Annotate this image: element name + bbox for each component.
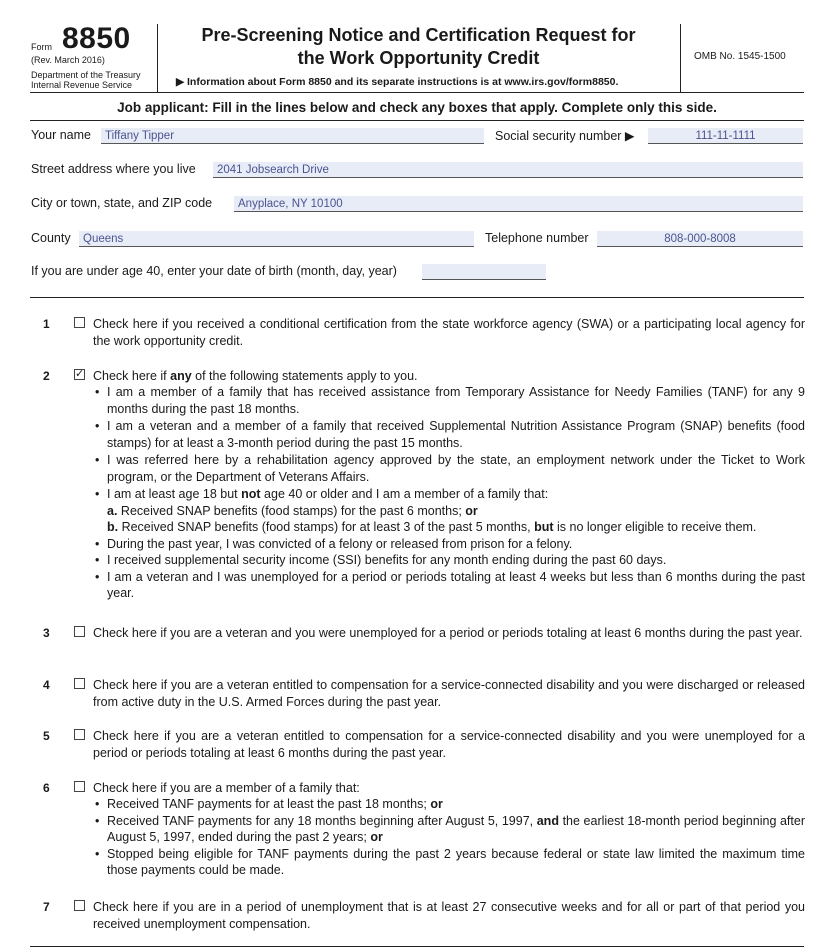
title-line-1: Pre-Screening Notice and Certification Request for <box>201 25 636 45</box>
instructions-rule <box>30 120 804 121</box>
header-bottom-rule <box>30 92 804 93</box>
item-2-list <box>93 384 805 602</box>
list-item: • I am at least age 18 but not age 40 or older and I am a member of a family that: a. Received SNAP benefits (food stamps) for the past 6 months; or b. Received SNAP benefits (food stamps) for at least 3 of the past 5 months, but is no longer eligible to receive them. <box>93 486 805 536</box>
item-6-list <box>93 796 805 879</box>
department-name: Department of the Treasury <box>31 70 141 80</box>
item-5-text: Check here if you are a veteran entitled to compensation for a service-connected disability and you were unemployed for a period or periods totaling at least 6 months during the past year. <box>93 729 805 760</box>
item-2-checkbox[interactable]: ✓ <box>75 368 85 380</box>
title-line-2: the Work Opportunity Credit <box>297 48 540 68</box>
omb-number: OMB No. 1545-1500 <box>694 51 786 62</box>
ssn-field[interactable]: 111-11-1111 <box>648 128 803 144</box>
header-divider-left <box>157 24 158 92</box>
name-label: Your name <box>31 128 91 142</box>
form-title <box>160 24 677 70</box>
item-number: 4 <box>43 678 50 692</box>
item-1-checkbox[interactable] <box>74 317 85 328</box>
city-label: City or town, state, and ZIP code <box>31 196 213 210</box>
street-label: Street address where you live <box>31 162 196 176</box>
item-6-checkbox[interactable] <box>74 781 85 792</box>
form-header <box>0 0 840 92</box>
item-number: 1 <box>43 317 50 331</box>
item-1-text: Check here if you received a conditional certification from the state workforce agency (SWA) or a participating local agency for the work opportunity credit. <box>93 317 805 348</box>
street-field[interactable]: 2041 Jobsearch Drive <box>213 162 803 178</box>
list-item: • I received supplemental security income (SSI) benefits for any month ending during the past 60 days. <box>93 552 805 569</box>
instructions: Job applicant: Fill in the lines below and check any boxes that apply. Complete only this side. <box>117 100 717 115</box>
form-word: Form <box>31 42 52 52</box>
list-item: • During the past year, I was convicted of a felony or released from prison for a felony. <box>93 536 805 553</box>
county-field[interactable]: Queens <box>79 231 474 247</box>
phone-label: Telephone number <box>485 231 589 245</box>
list-item: • I am a member of a family that has received assistance from Temporary Assistance for Needy Families (TANF) for any 9 months during the past 18 months. <box>93 384 805 417</box>
item-3-checkbox[interactable] <box>74 626 85 637</box>
sub-item-a: a. Received SNAP benefits (food stamps) for the past 6 months; or <box>107 503 478 518</box>
item-6-intro: Check here if you are a member of a family that: <box>93 781 360 795</box>
revision-date: (Rev. March 2016) <box>31 55 105 65</box>
dob-label: If you are under age 40, enter your date of birth (month, day, year) <box>31 264 397 278</box>
info-line: ▶ Information about Form 8850 and its separate instructions is at www.irs.gov/form8850. <box>176 76 619 88</box>
ssn-label: Social security number ▶ <box>495 129 635 143</box>
item-number: 7 <box>43 900 50 914</box>
service-name: Internal Revenue Service <box>31 80 133 90</box>
header-divider-right <box>680 24 681 92</box>
county-label: County <box>31 231 71 245</box>
item-2-intro: Check here if any of the following statements apply to you. <box>93 369 418 383</box>
item-number: 2 <box>43 369 50 383</box>
item-7-checkbox[interactable] <box>74 900 85 911</box>
item-4-checkbox[interactable] <box>74 678 85 689</box>
fields-bottom-rule <box>30 297 804 298</box>
city-field[interactable]: Anyplace, NY 10100 <box>234 196 803 212</box>
item-3-text: Check here if you are a veteran and you were unemployed for a period or periods totaling at least 6 months during the past year. <box>93 626 803 640</box>
list-item: • I am a veteran and I was unemployed for a period or periods totaling at least 4 weeks but less than 6 months during the past year. <box>93 569 805 602</box>
sub-item-b: b. Received SNAP benefits (food stamps) for at least 3 of the past 5 months, but is no longer eligible to receive them. <box>107 520 757 534</box>
list-item: • I am a veteran and a member of a family that received Supplemental Nutrition Assistance Program (SNAP) benefits (food stamps) for at least a 3-month period during the past 15 months. <box>93 418 805 451</box>
list-item: • Received TANF payments for any 18 months beginning after August 5, 1997, and the earliest 18-month period beginning after August 5, 1997, ended during the past 2 years; or <box>93 813 805 846</box>
item-number: 3 <box>43 626 50 640</box>
name-field[interactable]: Tiffany Tipper <box>101 128 484 144</box>
item-4-text: Check here if you are a veteran entitled to compensation for a service-connected disability and you were discharged or released from active duty in the U.S. Armed Forces during the past year. <box>93 678 805 709</box>
list-item: • Stopped being eligible for TANF payments during the past 2 years because federal or state law limited the maximum time those payments could be made. <box>93 846 805 879</box>
item-number: 6 <box>43 781 50 795</box>
form-number: 8850 <box>62 22 131 55</box>
phone-field[interactable]: 808-000-8008 <box>597 231 803 247</box>
dob-field[interactable] <box>422 264 546 280</box>
footer-rule <box>30 946 804 947</box>
list-item: • Received TANF payments for at least the past 18 months; or <box>93 796 805 813</box>
item-number: 5 <box>43 729 50 743</box>
list-item: • I was referred here by a rehabilitation agency approved by the state, an employment network under the Ticket to Work program, or the Department of Veterans Affairs. <box>93 452 805 485</box>
item-5-checkbox[interactable] <box>74 729 85 740</box>
item-7-text: Check here if you are in a period of unemployment that is at least 27 consecutive weeks and for all or part of that period you received unemployment compensation. <box>93 900 805 931</box>
